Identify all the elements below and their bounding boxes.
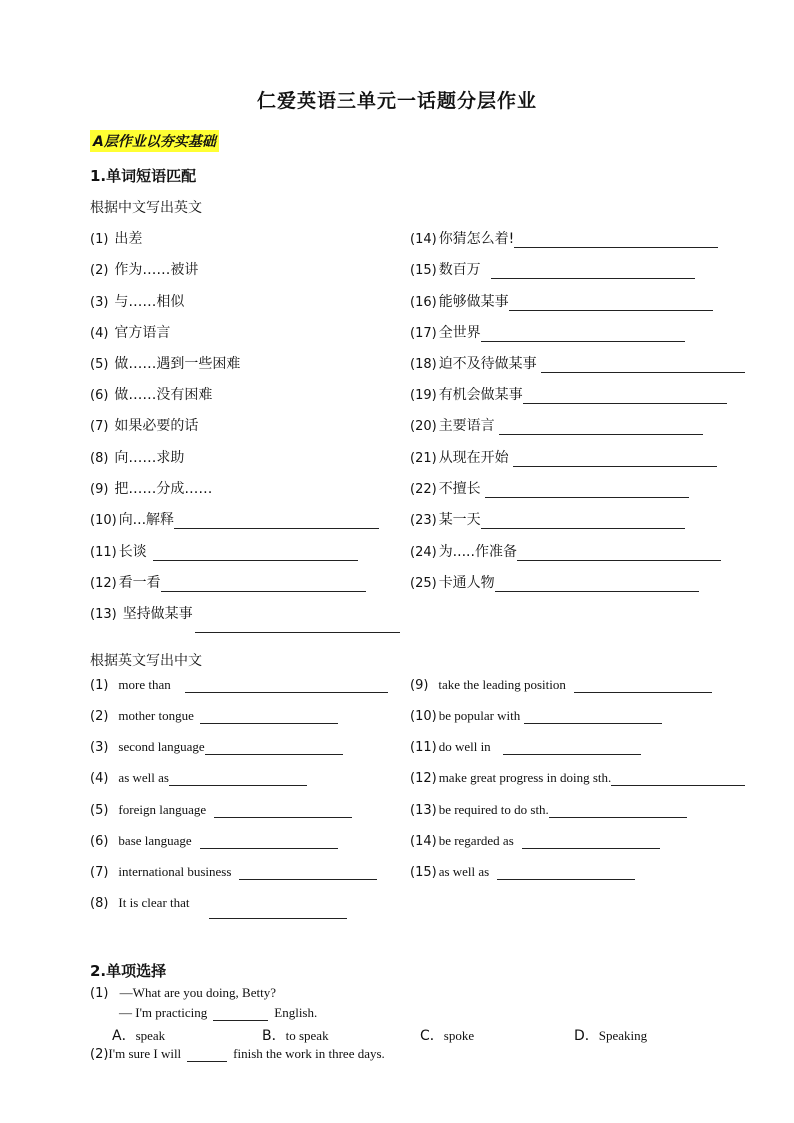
eng-item <box>90 770 307 790</box>
eng-item <box>410 802 687 822</box>
question-text: English. <box>274 1005 318 1020</box>
option-c[interactable] <box>420 1025 474 1045</box>
option-letter: A． <box>112 1028 136 1044</box>
item-text: be popular with <box>438 708 521 723</box>
item-number: (2) <box>90 263 109 278</box>
section-a-label: A层作业以夯实基础 <box>90 130 219 152</box>
answer-blank[interactable] <box>485 483 689 498</box>
item-number: (17) <box>410 326 437 341</box>
option-text: to speak <box>285 1028 329 1043</box>
item-number: (21) <box>410 451 437 466</box>
item-number: (16) <box>410 295 437 310</box>
item-text: 做……遇到一些困难 <box>114 356 241 372</box>
answer-blank[interactable] <box>524 709 662 724</box>
question-text: — I'm practicing <box>119 1005 208 1020</box>
item-text: 从现在开始 <box>438 450 509 466</box>
item-text: 全世界 <box>438 325 481 341</box>
answer-blank[interactable] <box>169 771 307 786</box>
item-number: (11) <box>410 740 437 755</box>
subhead-cn-to-en: 根据中文写出英文 <box>90 200 202 216</box>
item-text: 看一看 <box>118 575 161 591</box>
item-text: 做……没有困难 <box>114 387 213 403</box>
question-1-line2 <box>119 1005 317 1021</box>
answer-blank[interactable] <box>205 740 343 755</box>
eng-item <box>410 739 641 759</box>
vocab-item <box>90 353 240 373</box>
eng-item <box>90 739 343 759</box>
eng-item <box>90 802 352 822</box>
item-number: (7) <box>90 419 109 434</box>
item-text: 有机会做某事 <box>438 387 523 403</box>
vocab-item <box>410 353 745 373</box>
eng-item <box>90 677 388 697</box>
subhead-en-to-cn: 根据英文写出中文 <box>90 653 202 669</box>
item-text: mother tongue <box>118 708 194 723</box>
answer-blank[interactable] <box>213 1008 268 1021</box>
option-text: speak <box>135 1028 166 1043</box>
eng-item <box>90 864 377 884</box>
page-title: 仁爱英语三单元一话题分层作业 <box>256 90 537 112</box>
answer-blank[interactable] <box>185 678 388 693</box>
eng-item <box>410 677 712 697</box>
item-text: 长谈 <box>118 544 147 560</box>
option-text: spoke <box>443 1028 475 1043</box>
question-1-line1 <box>90 985 276 1001</box>
vocab-item <box>90 572 366 592</box>
item-text: make great progress in doing sth. <box>438 770 612 785</box>
part2-heading: 2.单项选择 <box>90 962 167 980</box>
item-text: as well as <box>118 770 169 785</box>
vocab-item <box>410 415 703 435</box>
answer-blank[interactable] <box>214 803 352 818</box>
item-number: (20) <box>410 419 437 434</box>
answer-blank[interactable] <box>499 420 703 435</box>
vocab-item <box>410 228 718 248</box>
item-number: (4) <box>90 326 109 341</box>
item-text: more than <box>118 677 171 692</box>
answer-blank[interactable] <box>239 865 377 880</box>
item-number: (6) <box>90 834 109 849</box>
item-number: (8) <box>90 451 109 466</box>
vocab-item <box>90 322 170 342</box>
answer-blank[interactable] <box>491 264 695 279</box>
item-text: 卡通人物 <box>438 575 495 591</box>
item-text: 出差 <box>114 231 143 247</box>
eng-item <box>90 833 338 853</box>
question-text: —What are you doing, Betty? <box>119 985 276 1000</box>
question-2 <box>90 1046 385 1062</box>
answer-blank[interactable] <box>517 546 721 561</box>
answer-blank[interactable] <box>187 1049 227 1062</box>
item-text: 作为……被讲 <box>114 262 199 278</box>
vocab-item <box>410 478 689 498</box>
item-number: (9) <box>410 678 429 693</box>
item-number: (12) <box>90 576 117 591</box>
item-text: 官方语言 <box>114 325 171 341</box>
eng-item <box>410 864 635 884</box>
item-text: 向...解释 <box>118 512 175 528</box>
vocab-item <box>410 322 685 342</box>
item-number: (5) <box>90 803 109 818</box>
item-text: take the leading position <box>438 677 566 692</box>
vocab-item <box>410 291 713 311</box>
item-text: base language <box>118 833 192 848</box>
option-b[interactable] <box>262 1025 329 1045</box>
question-number: (2) <box>90 1047 109 1062</box>
item-number: (15) <box>410 865 437 880</box>
vocab-item <box>90 291 184 311</box>
item-text: foreign language <box>118 802 207 817</box>
vocab-item <box>90 478 212 498</box>
answer-blank[interactable] <box>509 296 713 311</box>
item-number: (14) <box>410 232 437 247</box>
item-text: 能够做某事 <box>438 294 509 310</box>
vocab-item <box>410 384 727 404</box>
vocab-item <box>90 259 198 279</box>
answer-blank[interactable] <box>161 577 366 592</box>
answer-blank[interactable] <box>522 834 660 849</box>
item-text: be required to do sth. <box>438 802 549 817</box>
vocab-item <box>90 415 198 435</box>
item-text: It is clear that <box>118 895 190 910</box>
eng-item <box>410 708 662 728</box>
answer-blank[interactable] <box>497 865 635 880</box>
item-number: (10) <box>410 709 437 724</box>
answer-blank[interactable] <box>574 678 712 693</box>
item-text: 数百万 <box>438 262 481 278</box>
item-text: 向……求助 <box>114 450 185 466</box>
item-text: 如果必要的话 <box>114 418 199 434</box>
vocab-item <box>90 447 184 467</box>
eng-item <box>90 708 338 728</box>
item-number: (3) <box>90 295 109 310</box>
item-number: (13) <box>410 803 437 818</box>
item-text: 与……相似 <box>114 294 185 310</box>
question-text: finish the work in three days. <box>233 1046 385 1061</box>
item-text: 迫不及待做某事 <box>438 356 537 372</box>
answer-blank[interactable] <box>209 904 347 919</box>
answer-blank[interactable] <box>495 577 699 592</box>
answer-blank[interactable] <box>200 834 338 849</box>
option-letter: C． <box>420 1028 444 1044</box>
item-text: 不擅长 <box>438 481 481 497</box>
item-text: 把……分成…… <box>114 481 213 497</box>
answer-blank[interactable] <box>481 327 685 342</box>
item-text: 为.....作准备 <box>438 544 517 560</box>
item-text: 主要语言 <box>438 418 495 434</box>
item-number: (24) <box>410 545 437 560</box>
answer-blank[interactable] <box>503 740 641 755</box>
answer-blank[interactable] <box>153 546 358 561</box>
item-number: (15) <box>410 263 437 278</box>
answer-blank[interactable] <box>514 233 718 248</box>
answer-blank[interactable] <box>541 358 745 373</box>
item-number: (8) <box>90 896 109 911</box>
item-number: (18) <box>410 357 437 372</box>
answer-blank[interactable] <box>523 389 727 404</box>
vocab-item <box>410 509 685 529</box>
item-number: (3) <box>90 740 109 755</box>
item-text: do well in <box>438 739 491 754</box>
option-text: Speaking <box>598 1028 648 1043</box>
item-number: (2) <box>90 709 109 724</box>
item-number: (23) <box>410 513 437 528</box>
eng-item <box>410 770 745 790</box>
item-text: 坚持做某事 <box>122 606 193 622</box>
answer-blank[interactable] <box>611 771 745 786</box>
vocab-item <box>90 509 379 529</box>
vocab-item <box>410 541 721 561</box>
vocab-item <box>410 572 699 592</box>
item-text: international business <box>118 864 232 879</box>
option-letter: D． <box>574 1028 599 1044</box>
option-letter: B． <box>262 1028 286 1044</box>
item-text: be regarded as <box>438 833 514 848</box>
eng-item <box>90 895 190 915</box>
item-text: as well as <box>438 864 490 879</box>
part1-heading: 1.单词短语匹配 <box>90 167 197 185</box>
answer-blank[interactable] <box>513 452 717 467</box>
vocab-item <box>90 603 193 623</box>
item-number: (1) <box>90 678 109 693</box>
option-d[interactable] <box>574 1025 647 1045</box>
item-number: (12) <box>410 771 437 786</box>
item-number: (7) <box>90 865 109 880</box>
answer-blank[interactable] <box>549 803 687 818</box>
item-number: (22) <box>410 482 437 497</box>
item-number: (6) <box>90 388 109 403</box>
question-text: I'm sure I will <box>108 1046 182 1061</box>
item-number: (19) <box>410 388 437 403</box>
item-number: (25) <box>410 576 437 591</box>
item-number: (9) <box>90 482 109 497</box>
item-number: (11) <box>90 545 117 560</box>
vocab-item <box>90 384 212 404</box>
item-text: second language <box>118 739 205 754</box>
vocab-item <box>90 541 358 561</box>
item-number: (1) <box>90 232 109 247</box>
eng-item <box>410 833 660 853</box>
item-number: (10) <box>90 513 117 528</box>
item-number: (5) <box>90 357 109 372</box>
answer-blank[interactable] <box>195 618 400 633</box>
vocab-item <box>410 259 695 279</box>
item-number: (13) <box>90 607 117 622</box>
question-number: (1) <box>90 986 109 1001</box>
answer-blank[interactable] <box>174 514 379 529</box>
answer-blank[interactable] <box>200 709 338 724</box>
answer-blank[interactable] <box>481 514 685 529</box>
item-number: (14) <box>410 834 437 849</box>
vocab-item <box>410 447 717 467</box>
item-number: (4) <box>90 771 109 786</box>
vocab-item <box>90 228 142 248</box>
item-text: 某一天 <box>438 512 481 528</box>
option-a[interactable] <box>112 1025 165 1045</box>
item-text: 你猜怎么着! <box>438 231 515 247</box>
